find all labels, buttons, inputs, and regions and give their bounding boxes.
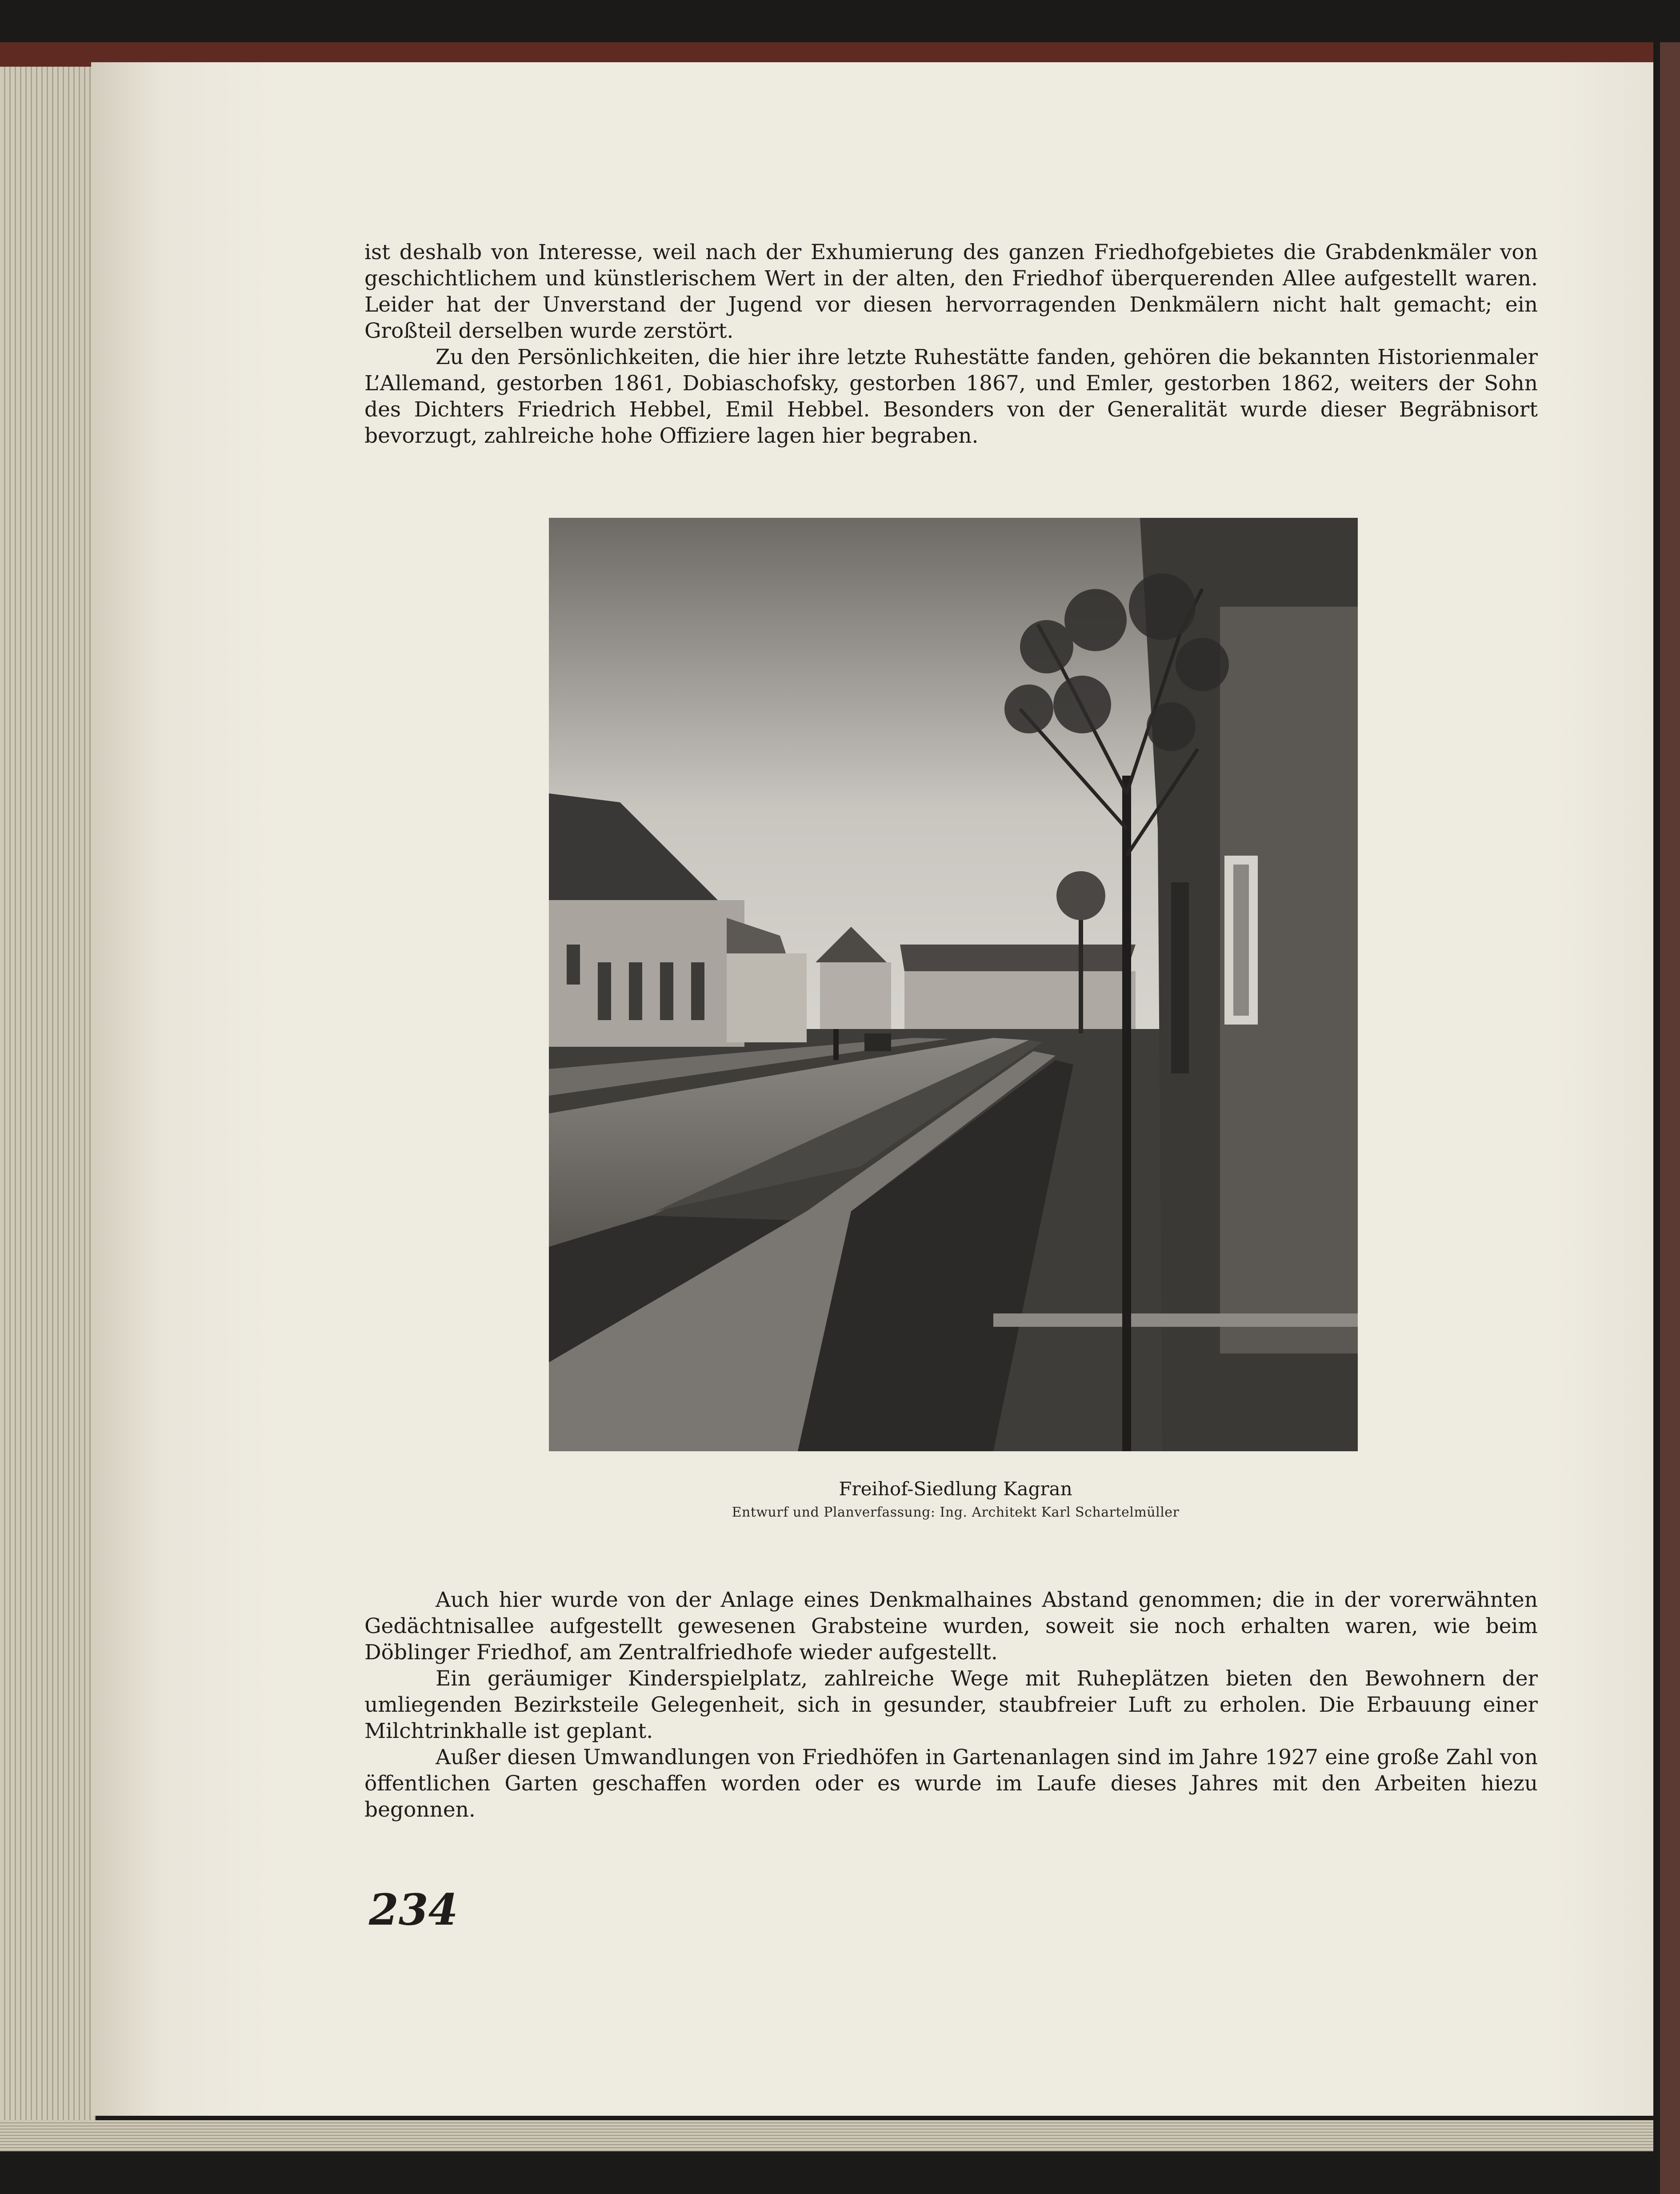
- book-cover-right-edge: [1660, 42, 1680, 2194]
- paragraph: ist deshalb von Interesse, weil nach der Exhumierung des ganzen Friedhofgebietes die Grabdenkmäler von geschichtlichem und künstlerischem Wert in der alten, den Friedhof überquerenden Allee aufgestellt waren. Leider hat der Unverstand der Jugend vor diesen hervorragenden Denkmälern nicht halt gemacht; ein Großteil derselben wurde zerstört.: [364, 240, 1538, 343]
- text-block-bottom: [364, 1587, 1538, 1823]
- page-number: 234: [369, 1885, 458, 1935]
- page-stack-edges: [0, 67, 96, 2129]
- page-stack-bottom-edges: [0, 2120, 1653, 2151]
- figure-caption-title: Freihof-Siedlung Kagran: [839, 1478, 1072, 1500]
- text-block-top: [364, 239, 1538, 449]
- paragraph: Ein geräumiger Kinderspielplatz, zahlreiche Wege mit Ruheplätzen bieten den Bewohnern der umliegenden Bezirksteile Gelegenheit, sich in gesunder, staubfreier Luft zu erholen. Die Erbauung einer Milchtrinkhalle ist geplant.: [364, 1666, 1538, 1743]
- settlement-photograph: [549, 518, 1358, 1451]
- paragraph: Außer diesen Umwandlungen von Friedhöfen in Gartenanlagen sind im Jahre 1927 eine große Zahl von öffentlichen Garten geschaffen worden oder es wurde im Laufe dieses Jahres mit den Arbeiten hiezu begonnen.: [364, 1745, 1538, 1822]
- figure-caption-credit: Entwurf und Planverfassung: Ing. Architekt Karl Schartelmüller: [732, 1505, 1180, 1520]
- paragraph: Auch hier wurde von der Anlage eines Denkmalhaines Abstand genommen; die in der vorerwähnten Gedächtnisallee aufgestellt gewesenen Grabsteine wurden, soweit sie noch erhalten waren, wie beim Döblinger Friedhof, am Zentralfriedhofe wieder aufgestellt.: [364, 1588, 1538, 1665]
- paragraph: Zu den Persönlichkeiten, die hier ihre letzte Ruhestätte fanden, gehören die bekannten Historienmaler L’Allemand, gestorben 1861, Dobiaschofsky, gestorben 1867, und Emler, gestorben 1862, weiters der Sohn des Dichters Friedrich Hebbel, Emil Hebbel. Besonders von der Generalität wurde dieser Begräbnisort bevorzugt, zahlreiche hohe Offiziere lagen hier begraben.: [364, 345, 1538, 448]
